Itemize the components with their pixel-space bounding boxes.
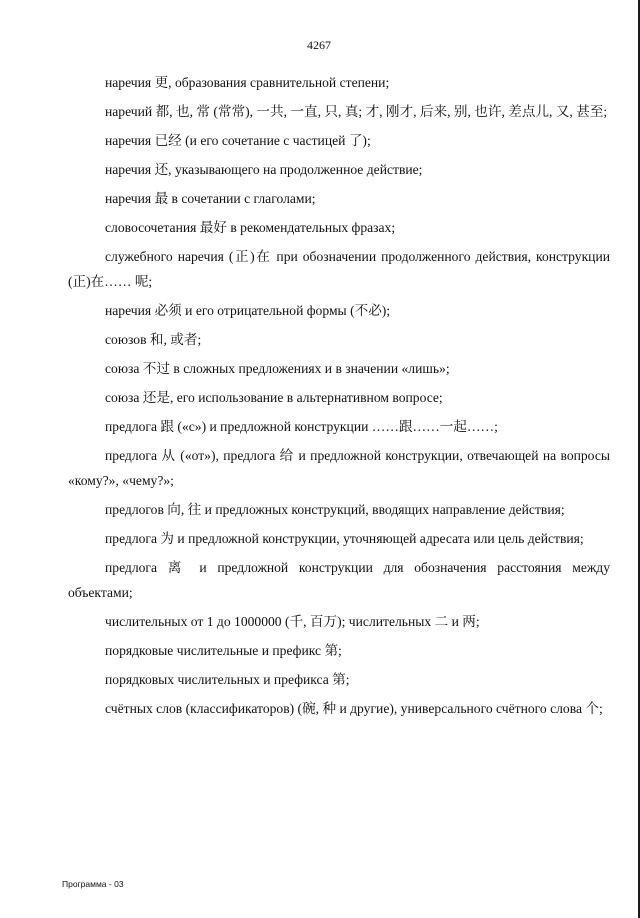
paragraph: предлога 跟 («с») и предложной конструкции ……跟……一起……; (105, 419, 498, 434)
paragraph: предлога 离 и предложной конструкции для обозначения расстояния между объектами; (68, 560, 610, 600)
paragraph: наречия 还, указывающего на продолженное действие; (105, 162, 423, 177)
paragraph: числительных от 1 до 1000000 (千, 百万); числительных 二 и 两; (105, 614, 480, 629)
paragraph: предлогов 向, 往 и предложных конструкций, вводящих направление действия; (105, 502, 565, 517)
paragraph: союзов 和, 或者; (105, 332, 202, 347)
paragraph: предлога 从 («от»), предлога 给 и предложной конструкции, отвечающей на вопросы «кому?», «чему?»; (68, 448, 610, 488)
paragraph: служебного наречия (正)在 при обозначении продолженного действия, конструкции (正)在…… 呢; (68, 249, 610, 289)
paragraph: предлога 为 и предложной конструкции, уточняющей адресата или цель действия; (105, 531, 584, 546)
paragraph: наречий 都, 也, 常 (常常), 一共, 一直, 只, 真; 才, 刚才, 后来, 别, 也许, 差点儿, 又, 甚至; (105, 104, 608, 119)
paragraph: союза 不过 в сложных предложениях и в значении «лишь»; (105, 361, 450, 376)
paragraph: порядковые числительные и префикс 第; (105, 643, 342, 658)
paragraph: наречия 最 в сочетании с глаголами; (105, 191, 316, 206)
page-number: 4267 (307, 38, 331, 52)
paragraph: наречия 已经 (и его сочетание с частицей 了); (105, 133, 371, 148)
page-footer: Программа - 03 (62, 879, 124, 889)
paragraph: наречия 必须 и его отрицательной формы (不必); (105, 303, 391, 318)
paragraph: счётных слов (классификаторов) (碗, 种 и другие), универсального счётного слова 个; (105, 701, 603, 716)
paragraph: словосочетания 最好 в рекомендательных фразах; (105, 220, 396, 235)
document-body (68, 70, 610, 725)
paragraph: наречия 更, образования сравнительной степени; (105, 75, 390, 90)
paragraph: порядковых числительных и префикса 第; (105, 672, 350, 687)
paragraph: союза 还是, его использование в альтернативном вопросе; (105, 390, 443, 405)
